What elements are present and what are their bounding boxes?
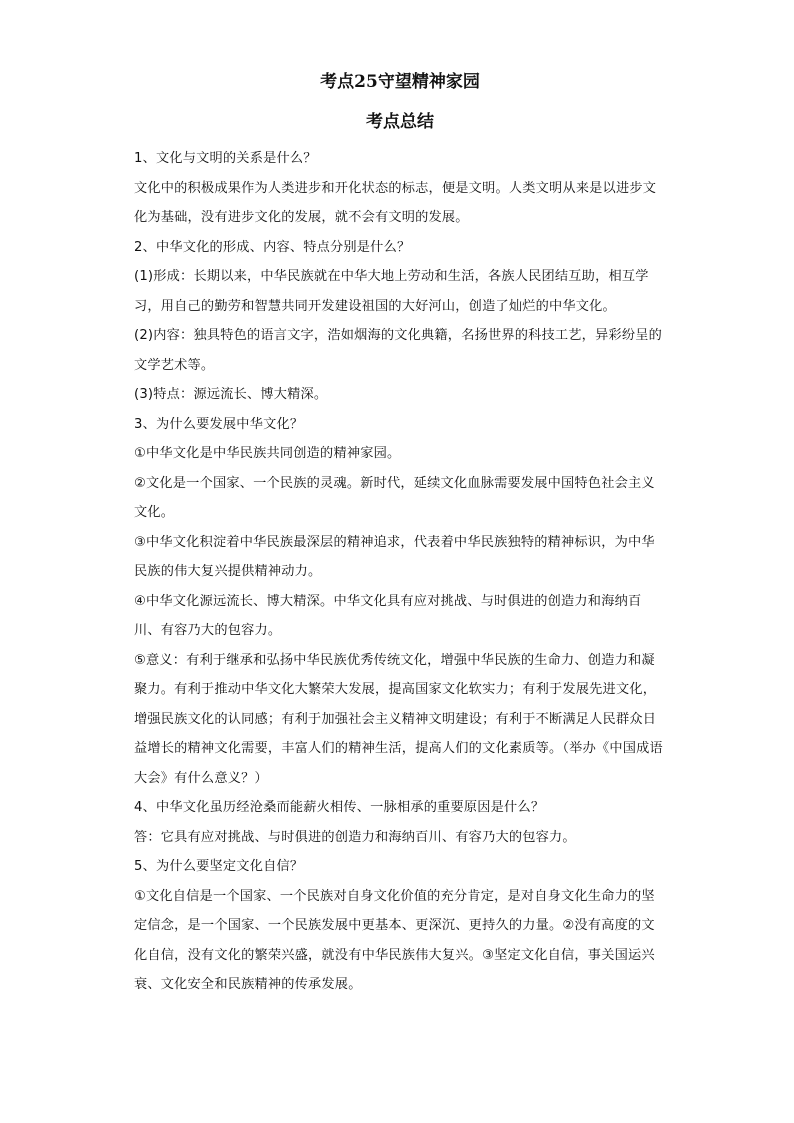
document-title: 考点25守望精神家园 xyxy=(320,72,480,92)
question-2: 2、中华文化的形成、内容、特点分别是什么？ xyxy=(134,239,411,255)
answer-5: ①文化自信是一个国家、一个民族对自身文化价值的充分肯定，是对自身文化生命力的坚定信念，是一个国家、一个民族发展中更基本、更深沉、更持久的力量。②没有高度的文化自信，没有文化的繁荣兴盛，就没有中华民族伟大复兴。③坚定文化自信，事关国运兴衰、文化安全和民族精神的传承发展。 xyxy=(134,888,655,992)
answer-3-point-2: ②文化是一个国家、一个民族的灵魂。新时代，延续文化血脉需要发展中国特色社会主义文化。 xyxy=(134,475,655,520)
answer-3-point-3: ③中华文化积淀着中华民族最深层的精神追求，代表着中华民族独特的精神标识，为中华民族的伟大复兴提供精神动力。 xyxy=(134,534,655,579)
question-5: 5、为什么要坚定文化自信？ xyxy=(134,859,304,874)
question-3: 3、为什么要发展中华文化？ xyxy=(134,416,304,432)
answer-2-features: (3)特点：源远流长、博大精深。 xyxy=(134,387,328,402)
answer-1: 文化中的积极成果作为人类进步和开化状态的标志，便是文明。人类文明从来是以进步文化为基础，没有进步文化的发展，就不会有文明的发展。 xyxy=(134,180,657,225)
answer-2-content: (2)内容：独具特色的语言文字，浩如烟海的文化典籍，名扬世界的科技工艺，异彩纷呈的文学艺术等。 xyxy=(134,328,663,373)
answer-3-point-5: ⑤意义：有利于继承和弘扬中华民族优秀传统文化，增强中华民族的生命力、创造力和凝聚力。有利于推动中华文化大繁荣大发展，提高国家文化软实力；有利于发展先进文化，增强民族文化的认同感；有利于加强社会主义精神文明建设；有利于不断满足人民群众日益增长的精神文化需要，丰富人们的精神生活，提高人们的文化素质等。（举办《中国成语大会》有什么意义？） xyxy=(134,652,663,786)
answer-3-point-4: ④中华文化源远流长、博大精深。中华文化具有应对挑战、与时俱进的创造力和海纳百川、有容乃大的包容力。 xyxy=(134,593,642,638)
question-1: 1、文化与文明的关系是什么？ xyxy=(134,151,317,166)
answer-3-point-1: ①中华文化是中华民族共同创造的精神家园。 xyxy=(134,446,401,461)
answer-4: 答：它具有应对挑战、与时俱进的创造力和海纳百川、有容乃大的包容力。 xyxy=(134,829,576,845)
question-4: 4、中华文化虽历经沧桑而能薪火相传、一脉相承的重要原因是什么？ xyxy=(134,800,545,815)
answer-2-formation: (1)形成：长期以来，中华民族就在中华大地上劳动和生活，各族人民团结互助，相互学习，用自己的勤劳和智慧共同开发建设祖国的大好河山，创造了灿烂的中华文化。 xyxy=(134,269,649,314)
document-subtitle: 考点总结 xyxy=(366,112,434,132)
document-body xyxy=(134,144,666,1000)
